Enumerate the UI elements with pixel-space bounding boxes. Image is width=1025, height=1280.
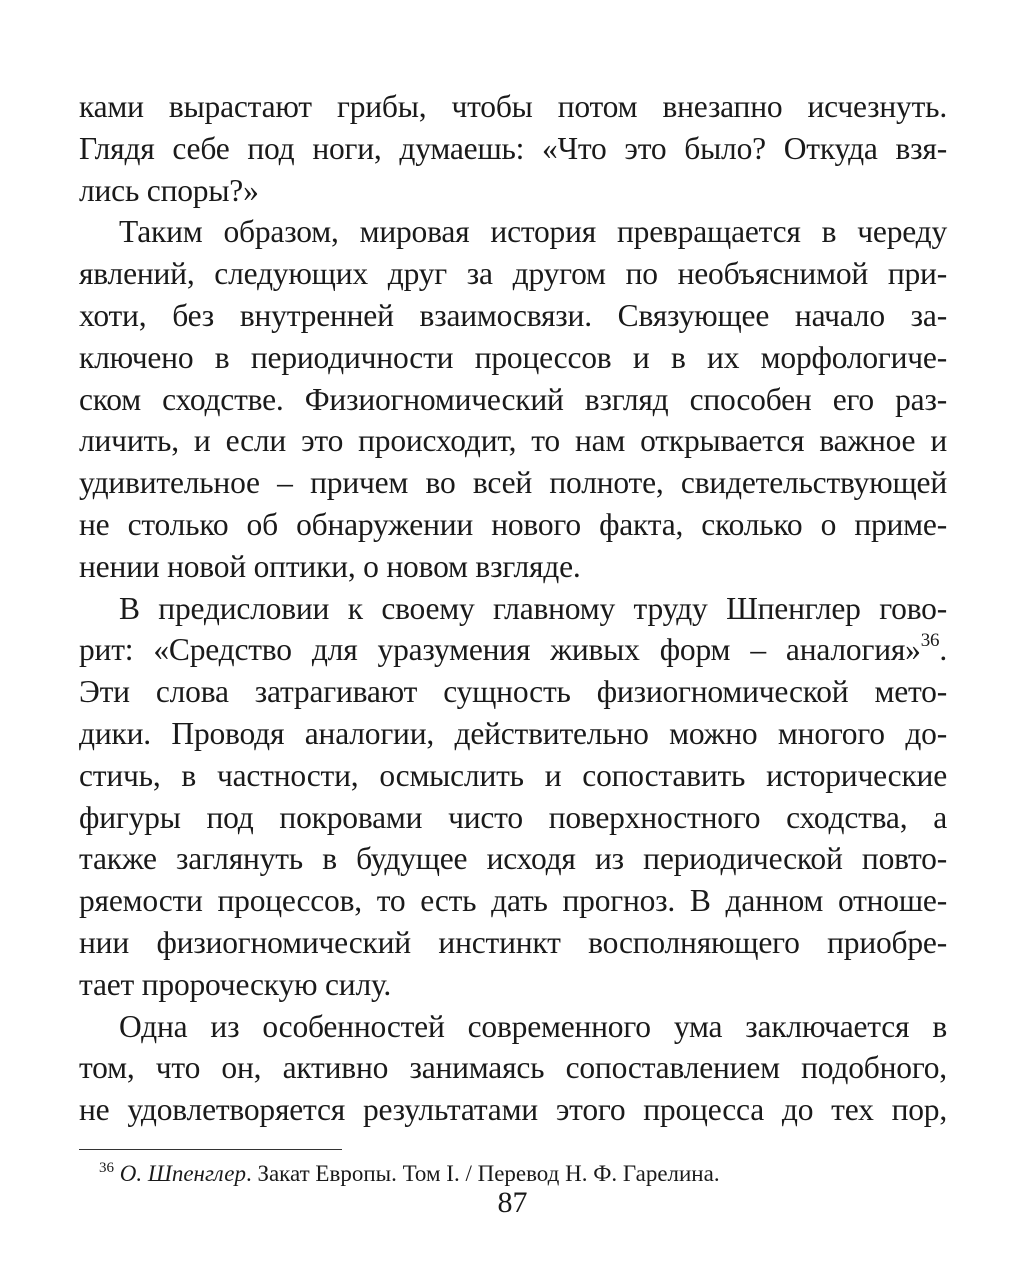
text-line: нении новой оптики, о новом взгляде.: [79, 548, 581, 584]
page-body: [79, 86, 947, 1131]
text-line: не удовлетворяется результатами этого процесса до тех пор,: [79, 1092, 947, 1128]
paragraph-4: [79, 1006, 947, 1131]
text-line: личить, и если это происходит, то нам открывается важное и: [79, 423, 947, 459]
text-line: том, что он, активно занимаясь сопоставлением подобного,: [79, 1050, 947, 1086]
footnote: [99, 1160, 720, 1188]
text-line: ряемости процессов, то есть дать прогноз. В данном отноше-: [79, 883, 947, 919]
text-line: Одна из особенностей современного ума заключается в: [119, 1008, 947, 1044]
text-line: Глядя себе под ноги, думаешь: «Что это было? Откуда взя-: [79, 130, 947, 166]
footnote-reference[interactable]: 36: [920, 630, 940, 652]
text-line: стичь, в частности, осмыслить и сопоставить исторические: [79, 757, 947, 793]
footnote-divider: [79, 1149, 342, 1150]
paragraph-2: [79, 211, 947, 587]
paragraph-1: [79, 86, 947, 211]
text-line: удивительное – причем во всей полноте, свидетельствующей: [79, 465, 947, 501]
page-number: 87: [497, 1186, 528, 1219]
footnote-text: . Закат Европы. Том I. / Перевод Н. Ф. Гарелина.: [245, 1161, 720, 1186]
text-line: лись споры?»: [79, 172, 259, 208]
text-line: хоти, без внутренней взаимосвязи. Связующее начало за-: [79, 297, 947, 333]
text-line: рит: «Средство для уразумения живых форм – аналогия»: [79, 632, 921, 668]
text-line: также заглянуть в будущее исходя из периодической повто-: [79, 841, 947, 877]
footnote-ref-punctuation: .: [939, 632, 947, 668]
text-line: дики. Проводя аналогии, действительно можно многого до-: [79, 715, 947, 751]
text-line: явлений, следующих друг за другом по необъяснимой при-: [79, 256, 947, 292]
text-line: тает пророческую силу.: [79, 966, 392, 1002]
footnote-number: 36: [99, 1160, 114, 1176]
text-line: ском сходстве. Физиогномический взгляд способен его раз-: [79, 381, 947, 417]
text-line-with-footnote: [79, 629, 947, 671]
text-line: ключено в периодичности процессов и в их морфологиче-: [79, 339, 947, 375]
text-line: не столько об обнаружении нового факта, сколько о приме-: [79, 506, 947, 542]
text-line: В предисловии к своему главному труду Шпенглер гово-: [119, 590, 947, 626]
text-line: Таким образом, мировая история превращается в череду: [119, 214, 947, 250]
text-line: нии физиогномический инстинкт восполняющего приобре-: [79, 924, 947, 960]
footnote-author: О. Шпенглер: [119, 1161, 246, 1186]
text-line: фигуры под покровами чисто поверхностного сходства, а: [79, 799, 947, 835]
text-line: Эти слова затрагивают сущность физиогномической мето-: [79, 674, 947, 710]
text-line: ками вырастают грибы, чтобы потом внезапно исчезнуть.: [79, 89, 947, 124]
paragraph-3: [79, 588, 947, 1006]
